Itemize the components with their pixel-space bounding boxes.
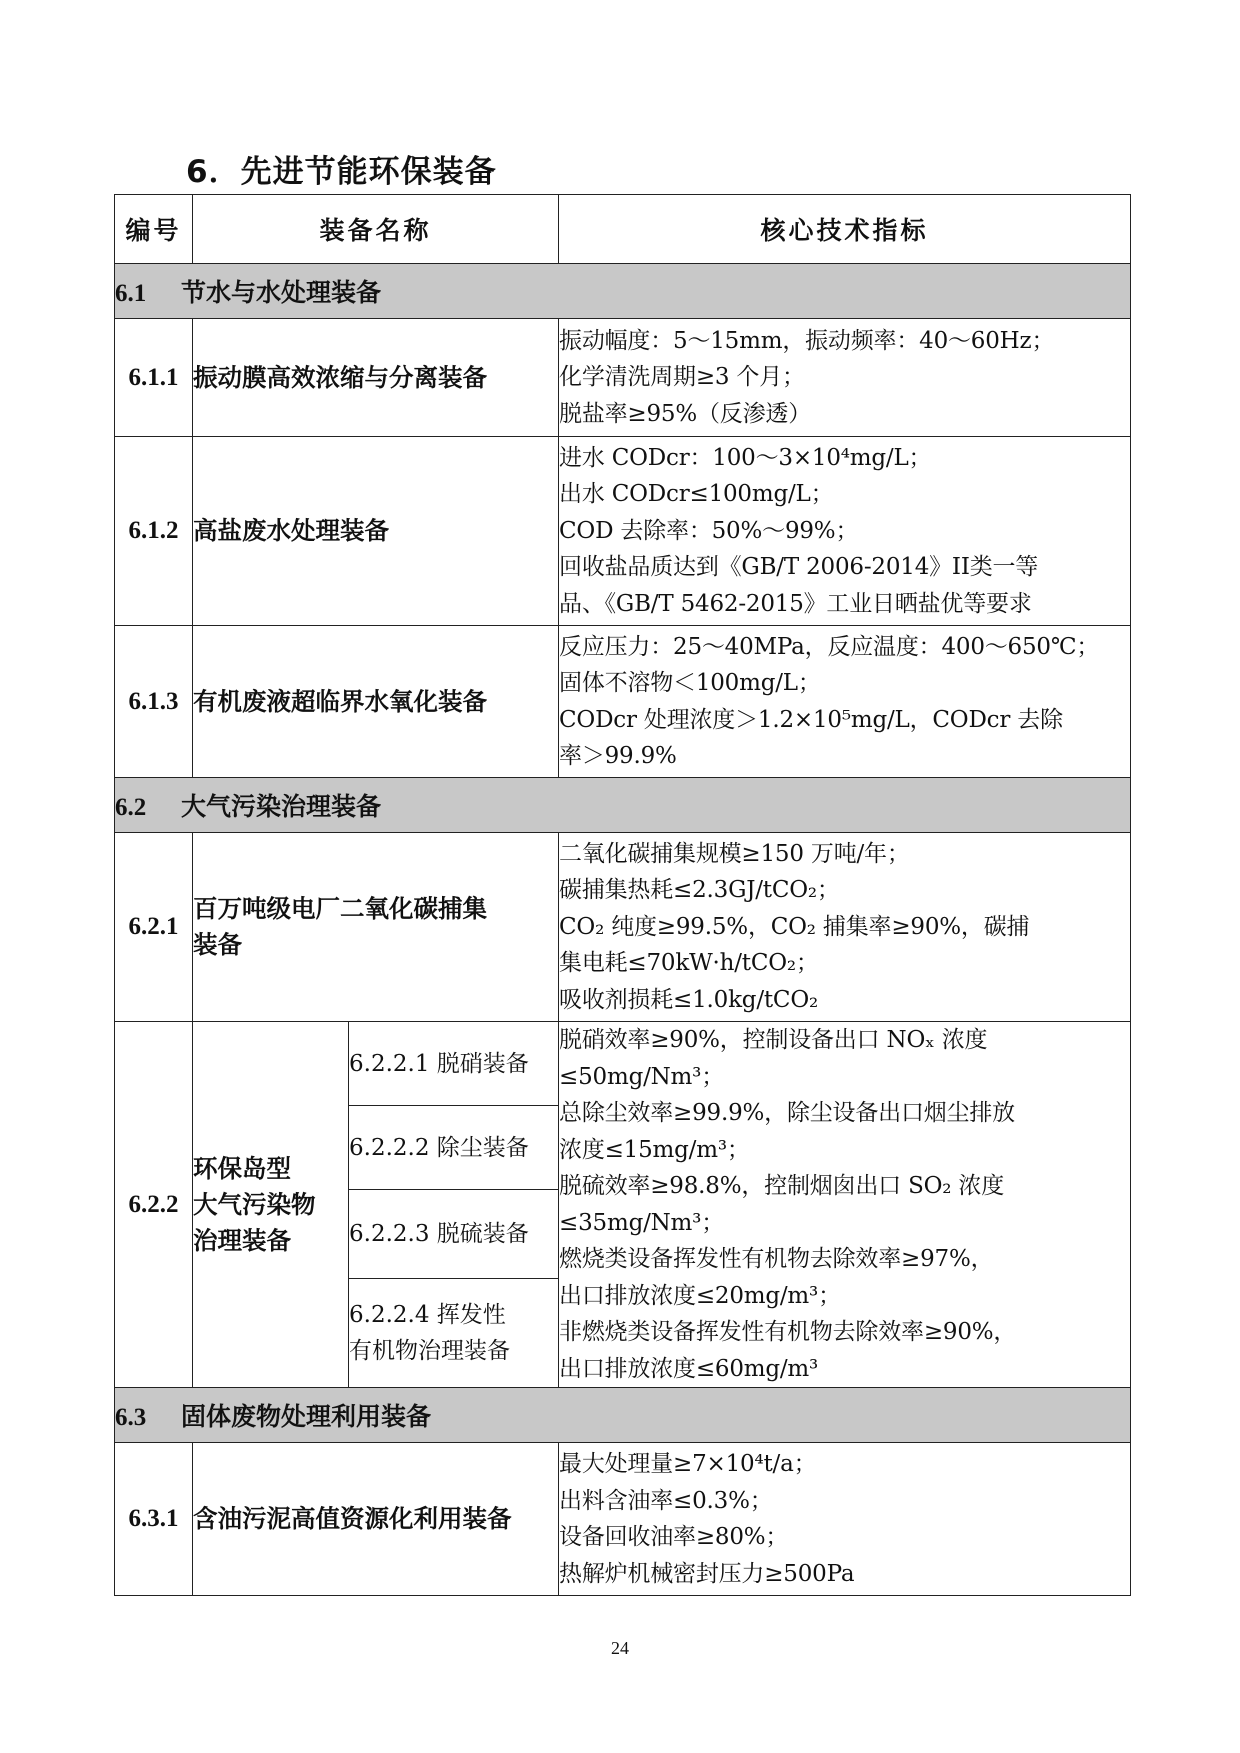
spec-line: CO₂ 纯度≥99.5%，CO₂ 捕集率≥90%，碳捕 <box>559 913 1030 940</box>
section-heading: 6．先进节能环保装备 <box>186 154 497 190</box>
spec-line: 设备回收油率≥80%； <box>559 1524 789 1550</box>
spec-line: 出口排放浓度≤20mg/m³； <box>559 1282 841 1309</box>
table-row-6-1-1 <box>115 319 1131 437</box>
page-number: 24 <box>611 1638 629 1658</box>
section-number: 6.2 <box>115 794 147 821</box>
item-number: 6.1.3 <box>115 626 193 778</box>
item-specs <box>559 319 1131 437</box>
section-row-6-3 <box>115 1388 1131 1443</box>
header-name: 装备名称 <box>193 195 559 264</box>
spec-line: 脱硫效率≥98.8%，控制烟囱出口 SO₂ 浓度 <box>559 1173 1005 1199</box>
item-specs <box>559 1443 1131 1596</box>
sub-item-6-2-2-4 <box>349 1278 559 1387</box>
spec-line: 脱硝效率≥90%，控制设备出口 NOₓ 浓度 <box>559 1027 988 1053</box>
table-row-6-1-3 <box>115 626 1131 778</box>
item-specs <box>559 833 1131 1022</box>
header-number: 编号 <box>115 195 193 264</box>
item-name <box>193 1022 349 1388</box>
spec-line: ≤50mg/Nm³； <box>559 1063 724 1090</box>
item-name-line: 治理装备 <box>193 1225 291 1255</box>
item-name-line: 环保岛型 <box>193 1153 291 1183</box>
section-title: 固体废物处理利用装备 <box>181 1402 432 1431</box>
sub-item-line: 有机物治理装备 <box>349 1337 510 1364</box>
spec-line: 固体不溶物＜100mg/L； <box>559 670 821 696</box>
spec-line: 出水 CODcr≤100mg/L； <box>559 481 834 508</box>
spec-line: 热解炉机械密封压力≥500Pa <box>559 1560 855 1587</box>
section-title: 节水与水处理装备 <box>181 278 382 307</box>
item-specs <box>559 437 1131 626</box>
section-number: 6.1 <box>115 280 147 307</box>
spec-line: 脱盐率≥95%（反渗透） <box>559 400 812 427</box>
spec-line: 浓度≤15mg/m³； <box>559 1136 750 1163</box>
section-number: 6.3 <box>115 1404 147 1431</box>
item-number: 6.2.2 <box>115 1022 193 1388</box>
item-name-line: 百万吨级电厂二氧化碳捕集 <box>193 894 487 923</box>
spec-line: 非燃烧类设备挥发性有机物去除效率≥90%， <box>559 1319 1017 1345</box>
item-name: 含油污泥高值资源化利用装备 <box>193 1443 559 1596</box>
table-row-6-1-2 <box>115 437 1131 626</box>
item-specs <box>559 1022 1131 1388</box>
table-row-6-3-1 <box>115 1443 1131 1596</box>
spec-line: 反应压力：25～40MPa，反应温度：400～650℃； <box>559 633 1100 660</box>
item-number: 6.2.1 <box>115 833 193 1022</box>
table-row-6-2-2 <box>115 1022 1131 1106</box>
item-name-line: 大气污染物 <box>193 1189 316 1219</box>
spec-line: 出口排放浓度≤60mg/m³ <box>559 1355 819 1382</box>
spec-line: 振动幅度：5～15mm，振动频率：40～60Hz； <box>559 327 1055 354</box>
spec-line: CODcr 处理浓度＞1.2×10⁵mg/L，CODcr 去除 <box>559 706 1063 733</box>
spec-line: 回收盐品质达到《GB/T 2006-2014》II类一等 <box>559 554 1039 581</box>
spec-line: 出料含油率≤0.3%； <box>559 1487 773 1514</box>
spec-line: 燃烧类设备挥发性有机物去除效率≥97%， <box>559 1246 994 1272</box>
section-title: 大气污染治理装备 <box>181 792 382 821</box>
table-header-row <box>115 195 1131 264</box>
equipment-table <box>114 194 1131 1596</box>
spec-line: 最大处理量≥7×10⁴t/a； <box>559 1451 817 1477</box>
spec-line: 总除尘效率≥99.9%，除尘设备出口烟尘排放 <box>559 1100 1015 1126</box>
section-row-6-2 <box>115 778 1131 833</box>
spec-line: 碳捕集热耗≤2.3GJ/tCO₂； <box>559 877 840 904</box>
spec-line: 吸收剂损耗≤1.0kg/tCO₂ <box>559 986 818 1013</box>
sub-item-line: 6.2.2.2 除尘装备 <box>349 1134 529 1161</box>
item-name-line: 装备 <box>193 930 242 959</box>
spec-line: 品、《GB/T 5462-2015》工业日晒盐优等要求 <box>559 590 1032 617</box>
spec-line: 率＞99.9% <box>559 743 677 769</box>
item-name: 振动膜高效浓缩与分离装备 <box>193 319 559 437</box>
sub-item-6-2-2-1 <box>349 1022 559 1106</box>
spec-line: ≤35mg/Nm³； <box>559 1209 724 1236</box>
item-name <box>193 833 559 1022</box>
item-number: 6.1.1 <box>115 319 193 437</box>
sub-item-line: 6.2.2.1 脱硝装备 <box>349 1050 529 1077</box>
item-name: 有机废液超临界水氧化装备 <box>193 626 559 778</box>
spec-line: COD 去除率：50%～99%； <box>559 517 859 544</box>
section-row-6-1 <box>115 264 1131 319</box>
item-number: 6.3.1 <box>115 1443 193 1596</box>
item-name: 高盐废水处理装备 <box>193 437 559 626</box>
spec-line: 集电耗≤70kW·h/tCO₂； <box>559 950 819 977</box>
spec-line: 进水 CODcr：100～3×10⁴mg/L； <box>559 444 932 471</box>
header-spec: 核心技术指标 <box>559 195 1131 264</box>
sub-item-line: 6.2.2.4 挥发性 <box>349 1301 506 1328</box>
sub-item-6-2-2-2 <box>349 1106 559 1190</box>
sub-item-6-2-2-3 <box>349 1190 559 1278</box>
spec-line: 化学清洗周期≥3 个月； <box>559 364 805 391</box>
item-number: 6.1.2 <box>115 437 193 626</box>
sub-item-line: 6.2.2.3 脱硫装备 <box>349 1221 529 1248</box>
spec-line: 二氧化碳捕集规模≥150 万吨/年； <box>559 840 910 867</box>
table-row-6-2-1 <box>115 833 1131 1022</box>
item-specs <box>559 626 1131 778</box>
